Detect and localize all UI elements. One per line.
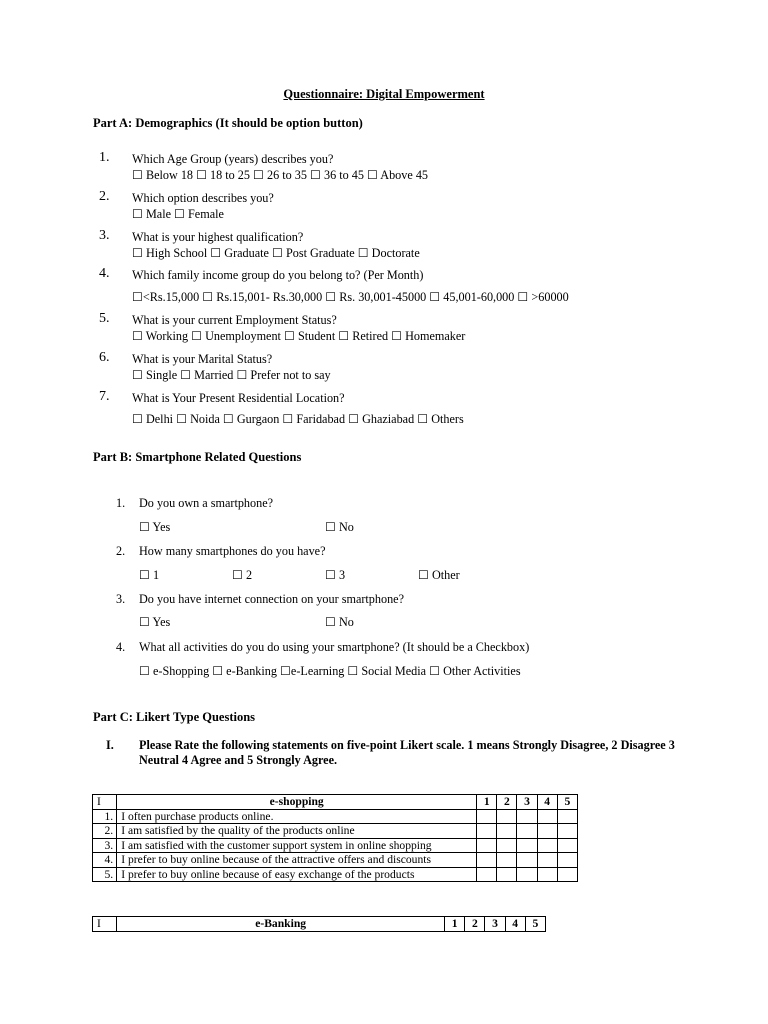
- statement: I am satisfied with the customer support system in online shopping: [117, 838, 477, 853]
- question-number: 5.: [99, 311, 110, 326]
- scale-5: 5: [525, 917, 545, 932]
- section-id: I: [93, 795, 117, 810]
- part-c-heading: Part C: Likert Type Questions: [93, 710, 256, 724]
- option-3[interactable]: ☐ 3: [325, 568, 346, 582]
- age-group-options[interactable]: ☐ Below 18 ☐ 18 to 25 ☐ 26 to 35 ☐ 36 to 45 ☐ Above 45: [132, 168, 429, 182]
- rating-cell-4[interactable]: [537, 867, 557, 882]
- page-title: Questionnaire: Digital Empowerment: [283, 87, 485, 101]
- row-number: 4.: [93, 853, 117, 868]
- option-yes[interactable]: ☐ Yes: [139, 520, 171, 534]
- question-number: 3.: [116, 592, 126, 606]
- income-options[interactable]: ☐<Rs.15,000 ☐ Rs.15,001- Rs.30,000 ☐ Rs. 30,001-45000 ☐ 45,001-60,000 ☐ >60000: [132, 290, 569, 304]
- rating-cell-2[interactable]: [497, 838, 517, 853]
- employment-options[interactable]: ☐ Working ☐ Unemployment ☐ Student ☐ Retired ☐ Homemaker: [132, 329, 466, 343]
- row-number: 3.: [93, 838, 117, 853]
- rating-cell-1[interactable]: [477, 809, 497, 824]
- rating-cell-3[interactable]: [517, 838, 537, 853]
- ebanking-rating-table: [92, 916, 546, 932]
- option-no[interactable]: ☐ No: [325, 520, 354, 534]
- rating-cell-2[interactable]: [497, 824, 517, 839]
- scale-2: 2: [465, 917, 485, 932]
- statement: I am satisfied by the quality of the products online: [117, 824, 477, 839]
- question-text: Which Age Group (years) describes you?: [132, 152, 334, 166]
- question-number: 1.: [99, 150, 110, 165]
- likert-instruction: Please Rate the following statements on five-point Likert scale. 1 means Strongly Disagree, 2 Disagree 3 Neutral 4 Agree and 5 Strongly Agree.: [139, 738, 675, 767]
- rating-cell-3[interactable]: [517, 853, 537, 868]
- gender-options[interactable]: ☐ Male ☐ Female: [132, 207, 224, 221]
- row-number: 1.: [93, 809, 117, 824]
- rating-cell-2[interactable]: [497, 809, 517, 824]
- part-b-heading: Part B: Smartphone Related Questions: [93, 450, 302, 464]
- scale-3: 3: [485, 917, 505, 932]
- rating-cell-5[interactable]: [557, 824, 577, 839]
- table-row: [93, 853, 578, 868]
- location-options[interactable]: ☐ Delhi ☐ Noida ☐ Gurgaon ☐ Faridabad ☐ Ghaziabad ☐ Others: [132, 412, 464, 426]
- rating-cell-4[interactable]: [537, 838, 557, 853]
- statement: I prefer to buy online because of easy exchange of the products: [117, 867, 477, 882]
- table-row: [93, 809, 578, 824]
- statement: I often purchase products online.: [117, 809, 477, 824]
- table-row: [93, 838, 578, 853]
- rating-cell-1[interactable]: [477, 824, 497, 839]
- question-number: 1.: [116, 496, 126, 510]
- rating-cell-1[interactable]: [477, 853, 497, 868]
- question-text: How many smartphones do you have?: [139, 544, 326, 558]
- row-number: 5.: [93, 867, 117, 882]
- rating-cell-5[interactable]: [557, 838, 577, 853]
- part-a-heading: Part A: Demographics (It should be option button): [93, 116, 363, 130]
- question-text: Which family income group do you belong to? (Per Month): [132, 268, 424, 282]
- activities-checkboxes[interactable]: ☐ e-Shopping ☐ e-Banking ☐e-Learning ☐ Social Media ☐ Other Activities: [139, 664, 521, 678]
- question-number: 7.: [99, 389, 110, 404]
- question-text: What is your current Employment Status?: [132, 313, 337, 327]
- rating-cell-4[interactable]: [537, 824, 557, 839]
- question-text: Which option describes you?: [132, 191, 274, 205]
- scale-4: 4: [537, 795, 557, 810]
- marital-status-options[interactable]: ☐ Single ☐ Married ☐ Prefer not to say: [132, 368, 331, 382]
- table-row: [93, 867, 578, 882]
- rating-cell-3[interactable]: [517, 867, 537, 882]
- question-number: 2.: [116, 544, 126, 558]
- instruction-number: I.: [106, 738, 114, 752]
- option-2[interactable]: ☐ 2: [232, 568, 253, 582]
- question-number: 2.: [99, 189, 110, 204]
- question-text: Do you have internet connection on your smartphone?: [139, 592, 405, 606]
- rating-cell-2[interactable]: [497, 867, 517, 882]
- eshopping-rating-table: [92, 794, 578, 882]
- question-number: 4.: [116, 640, 126, 654]
- rating-cell-4[interactable]: [537, 853, 557, 868]
- rating-cell-2[interactable]: [497, 853, 517, 868]
- scale-4: 4: [505, 917, 525, 932]
- scale-5: 5: [557, 795, 577, 810]
- question-number: 6.: [99, 350, 110, 365]
- question-text: What is Your Present Residential Location?: [132, 391, 345, 405]
- rating-cell-5[interactable]: [557, 867, 577, 882]
- scale-1: 1: [477, 795, 497, 810]
- section-title: e-Banking: [117, 917, 445, 932]
- scale-1: 1: [445, 917, 465, 932]
- section-title: e-shopping: [117, 795, 477, 810]
- table-header-row: [93, 795, 578, 810]
- option-1[interactable]: ☐ 1: [139, 568, 160, 582]
- question-text: What all activities do you do using your smartphone? (It should be a Checkbox): [139, 640, 530, 654]
- table-header-row: [93, 917, 546, 932]
- option-yes[interactable]: ☐ Yes: [139, 615, 171, 629]
- question-number: 4.: [99, 266, 110, 281]
- qualification-options[interactable]: ☐ High School ☐ Graduate ☐ Post Graduate ☐ Doctorate: [132, 246, 420, 260]
- question-text: Do you own a smartphone?: [139, 496, 274, 510]
- row-number: 2.: [93, 824, 117, 839]
- rating-cell-5[interactable]: [557, 853, 577, 868]
- rating-cell-1[interactable]: [477, 867, 497, 882]
- option-other[interactable]: ☐ Other: [418, 568, 460, 582]
- option-no[interactable]: ☐ No: [325, 615, 354, 629]
- question-text: What is your Marital Status?: [132, 352, 273, 366]
- rating-cell-3[interactable]: [517, 809, 537, 824]
- question-number: 3.: [99, 228, 110, 243]
- rating-cell-1[interactable]: [477, 838, 497, 853]
- table-row: [93, 824, 578, 839]
- rating-cell-4[interactable]: [537, 809, 557, 824]
- scale-3: 3: [517, 795, 537, 810]
- scale-2: 2: [497, 795, 517, 810]
- rating-cell-3[interactable]: [517, 824, 537, 839]
- section-id: I: [93, 917, 117, 932]
- rating-cell-5[interactable]: [557, 809, 577, 824]
- question-text: What is your highest qualification?: [132, 230, 304, 244]
- statement: I prefer to buy online because of the attractive offers and discounts: [117, 853, 477, 868]
